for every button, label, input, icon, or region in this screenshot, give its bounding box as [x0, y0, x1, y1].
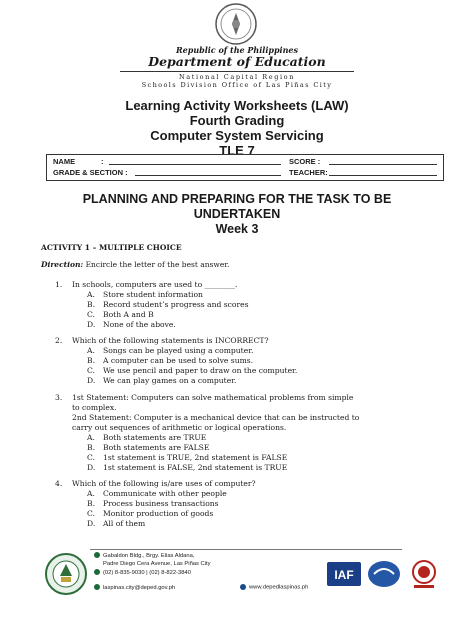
lesson-line-1: PLANNING AND PREPARING FOR THE TASK TO BE — [82, 192, 392, 206]
teacher-field[interactable] — [329, 168, 437, 176]
iaf-logo-text: IAF — [334, 568, 354, 582]
republic-label: Republic of the Philippines — [175, 45, 298, 55]
choice-c[interactable]: C. 1st statement is TRUE, 2nd statement is FALSE — [87, 453, 288, 462]
statement-2: 2nd Statement: Computer is a mechanical device that can be instructed to — [72, 413, 360, 422]
question-number: 4. — [55, 479, 63, 488]
choice-c[interactable]: C. Monitor production of goods — [87, 509, 214, 518]
choice-d[interactable]: D. None of the above. — [87, 320, 176, 329]
question-2 — [55, 336, 432, 386]
title-line-1: Learning Activity Worksheets (LAW) — [125, 98, 349, 113]
choice-d[interactable]: D. All of them — [87, 519, 146, 528]
department-label: Department of Education — [148, 54, 326, 69]
choice-a[interactable]: A. Songs can be played using a computer. — [87, 346, 254, 355]
question-number: 2. — [55, 336, 63, 345]
choice-b[interactable]: B. A computer can be used to solve sums. — [87, 356, 254, 365]
question-text: Which of the following statements is INCORRECT? — [72, 336, 269, 345]
grade-section-field[interactable] — [135, 168, 281, 176]
direction-body: Encircle the letter of the best answer. — [83, 260, 230, 269]
statement-1-cont: to complex. — [72, 403, 117, 412]
header-divider — [120, 71, 354, 72]
statement-1: 1st Statement: Computers can solve mathematical problems from simple — [72, 393, 354, 402]
student-info-box — [46, 154, 444, 181]
iaf-logo-icon — [326, 556, 362, 592]
direction-label: Direction: — [41, 260, 84, 269]
question-number: 1. — [55, 280, 63, 289]
phone-icon — [94, 569, 100, 575]
direction-text — [41, 260, 229, 269]
choice-a[interactable]: A. Store student information — [87, 290, 203, 299]
choice-c[interactable]: C. We use pencil and paper to draw on the computer. — [87, 366, 298, 375]
region-label: National Capital Region — [179, 73, 295, 81]
address-line-1: Gabaldon Bldg., Brgy. Elias Aldana, — [94, 552, 194, 560]
deped-seal-icon — [210, 2, 262, 46]
email-line[interactable]: laspinas.city@deped.gov.ph — [94, 584, 175, 592]
division-label: Schools Division Office of Las Piñas City — [141, 81, 333, 89]
location-icon — [94, 552, 100, 558]
activity-title: ACTIVITY 1 – MULTIPLE CHOICE — [41, 243, 182, 252]
question-text: In schools, computers are used to ________. — [72, 280, 238, 289]
question-number: 3. — [55, 393, 63, 402]
choice-b[interactable]: B. Record student’s progress and scores — [87, 300, 249, 309]
title-line-3: Computer System Servicing — [150, 128, 324, 143]
choice-c[interactable]: C. Both A and B — [87, 310, 154, 319]
statement-2-cont: carry out sequences of arithmetic or logical operations. — [72, 423, 287, 432]
choice-d[interactable]: D. We can play games on a computer. — [87, 376, 237, 385]
address-line-2: Padre Diego Cera Avenue, Las Piñas City — [103, 561, 211, 567]
question-text: Which of the following is/are uses of computer? — [72, 479, 256, 488]
question-4 — [55, 479, 432, 529]
email-icon — [94, 584, 100, 590]
footer-divider — [90, 549, 402, 550]
question-1 — [55, 280, 432, 330]
title-line-4: TLE 7 — [219, 143, 255, 158]
question-3 — [55, 393, 432, 473]
phone-line: (02) 8-835-9030 | (02) 8-822-3840 — [94, 569, 191, 577]
choice-b[interactable]: B. Both statements are FALSE — [87, 443, 210, 452]
globe-icon — [240, 584, 246, 590]
name-field[interactable] — [109, 157, 281, 165]
grade-section-label: GRADE & SECTION : — [53, 168, 128, 177]
choice-a[interactable]: A. Both statements are TRUE — [87, 433, 207, 442]
score-label: SCORE : — [289, 157, 321, 166]
division-seal-icon — [44, 552, 88, 596]
lesson-week: Week 3 — [215, 222, 259, 236]
score-field[interactable] — [329, 157, 437, 165]
worksheet-title — [0, 98, 474, 158]
choice-b[interactable]: B. Process business transactions — [87, 499, 219, 508]
iso-certification-icon — [406, 556, 442, 592]
teacher-label: TEACHER: — [289, 168, 328, 177]
name-colon: : — [101, 157, 104, 166]
lesson-line-2: UNDERTAKEN — [193, 207, 281, 221]
lesson-title — [0, 192, 474, 237]
name-label: NAME — [53, 157, 76, 166]
choice-d[interactable]: D. 1st statement is FALSE, 2nd statement is TRUE — [87, 463, 288, 472]
title-line-2: Fourth Grading — [189, 113, 285, 128]
ias-logo-icon — [366, 556, 402, 592]
choice-a[interactable]: A. Communicate with other people — [87, 489, 227, 498]
website-link[interactable]: www.depedlaspinas.ph — [240, 584, 308, 591]
